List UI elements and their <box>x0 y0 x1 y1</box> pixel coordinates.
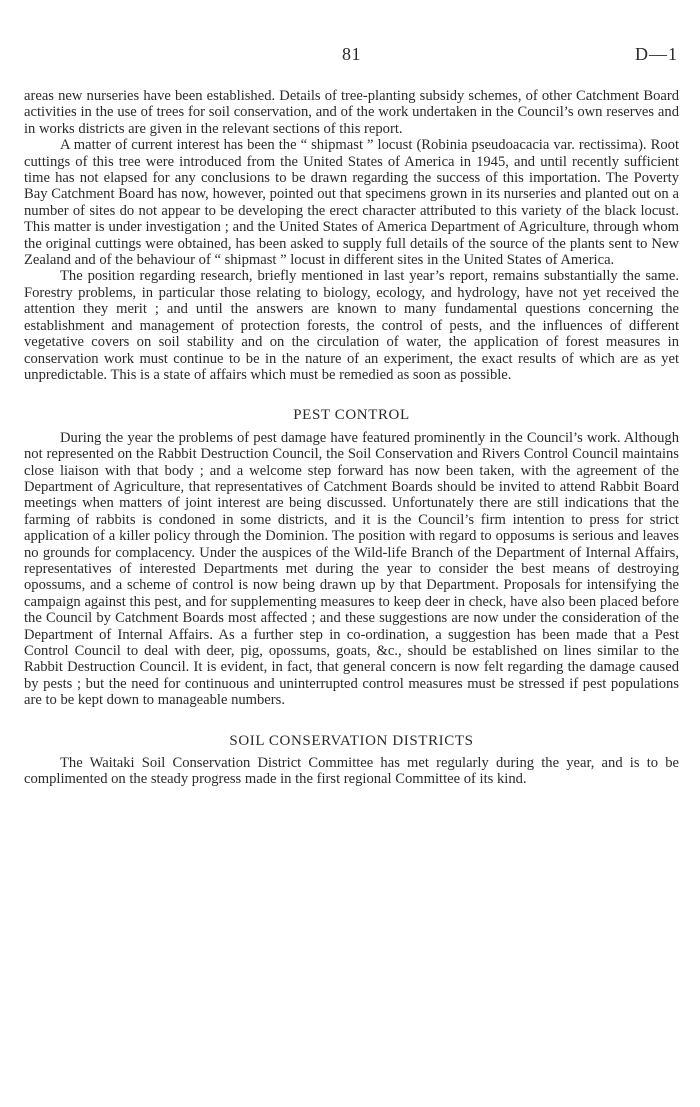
heading-pest-control: PEST CONTROL <box>293 407 410 424</box>
heading-soil-conservation-districts: SOIL CONSERVATION DISTRICTS <box>229 732 474 749</box>
body-text <box>24 88 679 788</box>
page-number: 81 <box>342 44 361 64</box>
paragraph-nurseries: areas new nurseries have been established. Details of tree-planting subsidy schemes, of other Catchment Board activities in the use of trees for soil conservation, and of the work undertaken in the Council’s own reserves and in works districts are given in the relevant sections of this report. <box>24 88 679 137</box>
paragraph-pest-control: During the year the problems of pest damage have featured prominently in the Council’s work. Although not represented on the Rabbit Destruction Council, the Soil Conservation and Rivers Control Council maintains close liaison with that body ; and a welcome step forward has now been taken, with the agreement of the Department of Agriculture, that representatives of Catchment Boards should be invited to attend Rabbit Board meetings when matters of joint interest are being discussed. Unfortunately there are still indications that the farming of rabbits is condoned in some districts, and it is the Council’s firm intention to press for strict application of a killer policy through the Dominion. The position with regard to opposums is serious and leaves no grounds for complacency. Under the auspices of the Wild-life Branch of the Department of Internal Affairs, representatives of interested Departments met during the year to consider the best means of destroying opossums, and a scheme of control is now being drawn up by that Department. Proposals for intensifying the campaign against this pest, and for supplementing measures to keep deer in check, have also been placed before the Council by Catchment Boards most affected ; and these suggestions are now under the consideration of the Department of Internal Affairs. As a further step in co-ordination, a suggestion has been made that a Pest Control Council to deal with deer, pig, opossums, goats, &c., should be established on lines similar to the Rabbit Destruction Council. It is evident, in fact, that general concern is now felt regarding the damage caused by pests ; but the need for continuous and uninterrupted control measures must be stressed if pest populations are to be kept down to manageable numbers. <box>24 429 679 709</box>
paragraph-waitaki-committee: The Waitaki Soil Conservation District Committee has met regularly during the year, and is to be complimented on the steady progress made in the first regional Committee of its kind. <box>24 755 679 788</box>
paragraph-shipmast-locust: A matter of current interest has been the “ shipmast ” locust (Robinia pseudoacacia var. rectissima). Root cuttings of this tree were introduced from the United States of America in 1945, and until recently sufficient time has not elapsed for any conclusions to be drawn regarding the success of this importation. The Poverty Bay Catchment Board has now, however, pointed out that specimens grown in its nurseries and planted out on a number of sites do not appear to be developing the erect character attributed to this variety of the black locust. This matter is under investigation ; and the United States of America Department of Agriculture, through whom the original cuttings were obtained, has been asked to supply full details of the source of the plants sent to New Zealand and of the behaviour of “ shipmast ” locust in different sites in the United States of America. <box>24 137 679 269</box>
series-code: D—1 <box>635 44 678 64</box>
page-header <box>0 44 700 74</box>
paragraph-research: The position regarding research, briefly mentioned in last year’s report, remains substantially the same. Forestry problems, in particular those relating to biology, ecology, and hydrology, have not yet received the attention they merit ; and until the answers are known to many fundamental questions concerning the establishment and management of protection forests, the control of pests, and the influences of different vegetative covers on soil stability and on the circulation of water, the application of forest measures in conservation work must continue to be in the nature of an experiment, the exact results of which are as yet unpredictable. This is a state of affairs which must be remedied as soon as possible. <box>24 268 679 383</box>
